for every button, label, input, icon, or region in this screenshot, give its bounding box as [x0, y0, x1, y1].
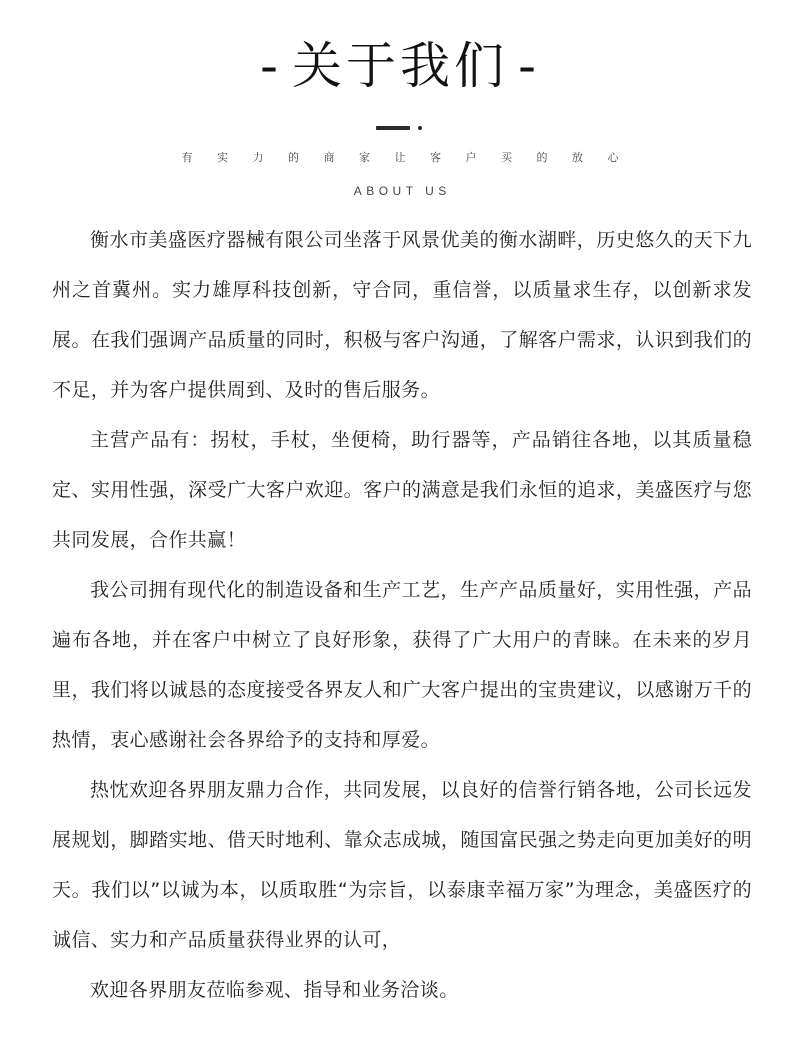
paragraph-equipment: 我公司拥有现代化的制造设备和生产工艺，生产产品质量好，实用性强，产品遍布各地，并在客户中树立了良好形象，获得了广大用户的青睐。在未来的岁月里，我们将以诚恳的态度接受各界友人和广大客户提出的宝贵建议，以感谢万千的热情，衷心感谢社会各界给予的支持和厚爱。 — [52, 579, 752, 751]
paragraph-main-products: 主营产品有：拐杖，手杖，坐便椅，助行器等，产品销往各地，以其质量稳定、实用性强，深受广大客户欢迎。客户的满意是我们永恒的追求，美盛医疗与您共同发展，合作共赢！ — [52, 429, 752, 551]
title-left-dash: - — [259, 37, 282, 95]
about-content — [52, 215, 752, 1015]
paragraph-company-intro: 衡水市美盛医疗器械有限公司坐落于风景优美的衡水湖畔，历史悠久的天下九州之首冀州。实力雄厚科技创新，守合同，重信誉，以质量求生存，以创新求发展。在我们强调产品质量的同时，积极与客户沟通，了解客户需求，认识到我们的不足，并为客户提供周到、及时的售后服务。 — [52, 229, 752, 401]
paragraph-cooperation: 热忱欢迎各界朋友鼎力合作，共同发展，以良好的信誉行销各地，公司长远发展规划，脚踏实地、借天时地利、靠众志成城，随国富民强之势走向更加美好的明天。我们以”以诚为本，以质取胜“为宗旨，以泰康幸福万家”为理念，美盛医疗的诚信、实力和产品质量获得业界的认可， — [52, 779, 752, 951]
english-subtitle: ABOUT US — [353, 184, 451, 198]
title-divider-dot — [418, 126, 422, 130]
page-title — [0, 30, 800, 102]
page-title-text: 关于我们 — [292, 37, 508, 95]
tagline: 有实力的商家让客户买的放心 — [181, 151, 643, 164]
title-right-dash: - — [518, 37, 541, 95]
title-divider-bar — [376, 126, 410, 130]
paragraph-welcome: 欢迎各界朋友莅临参观、指导和业务洽谈。 — [90, 979, 459, 1001]
